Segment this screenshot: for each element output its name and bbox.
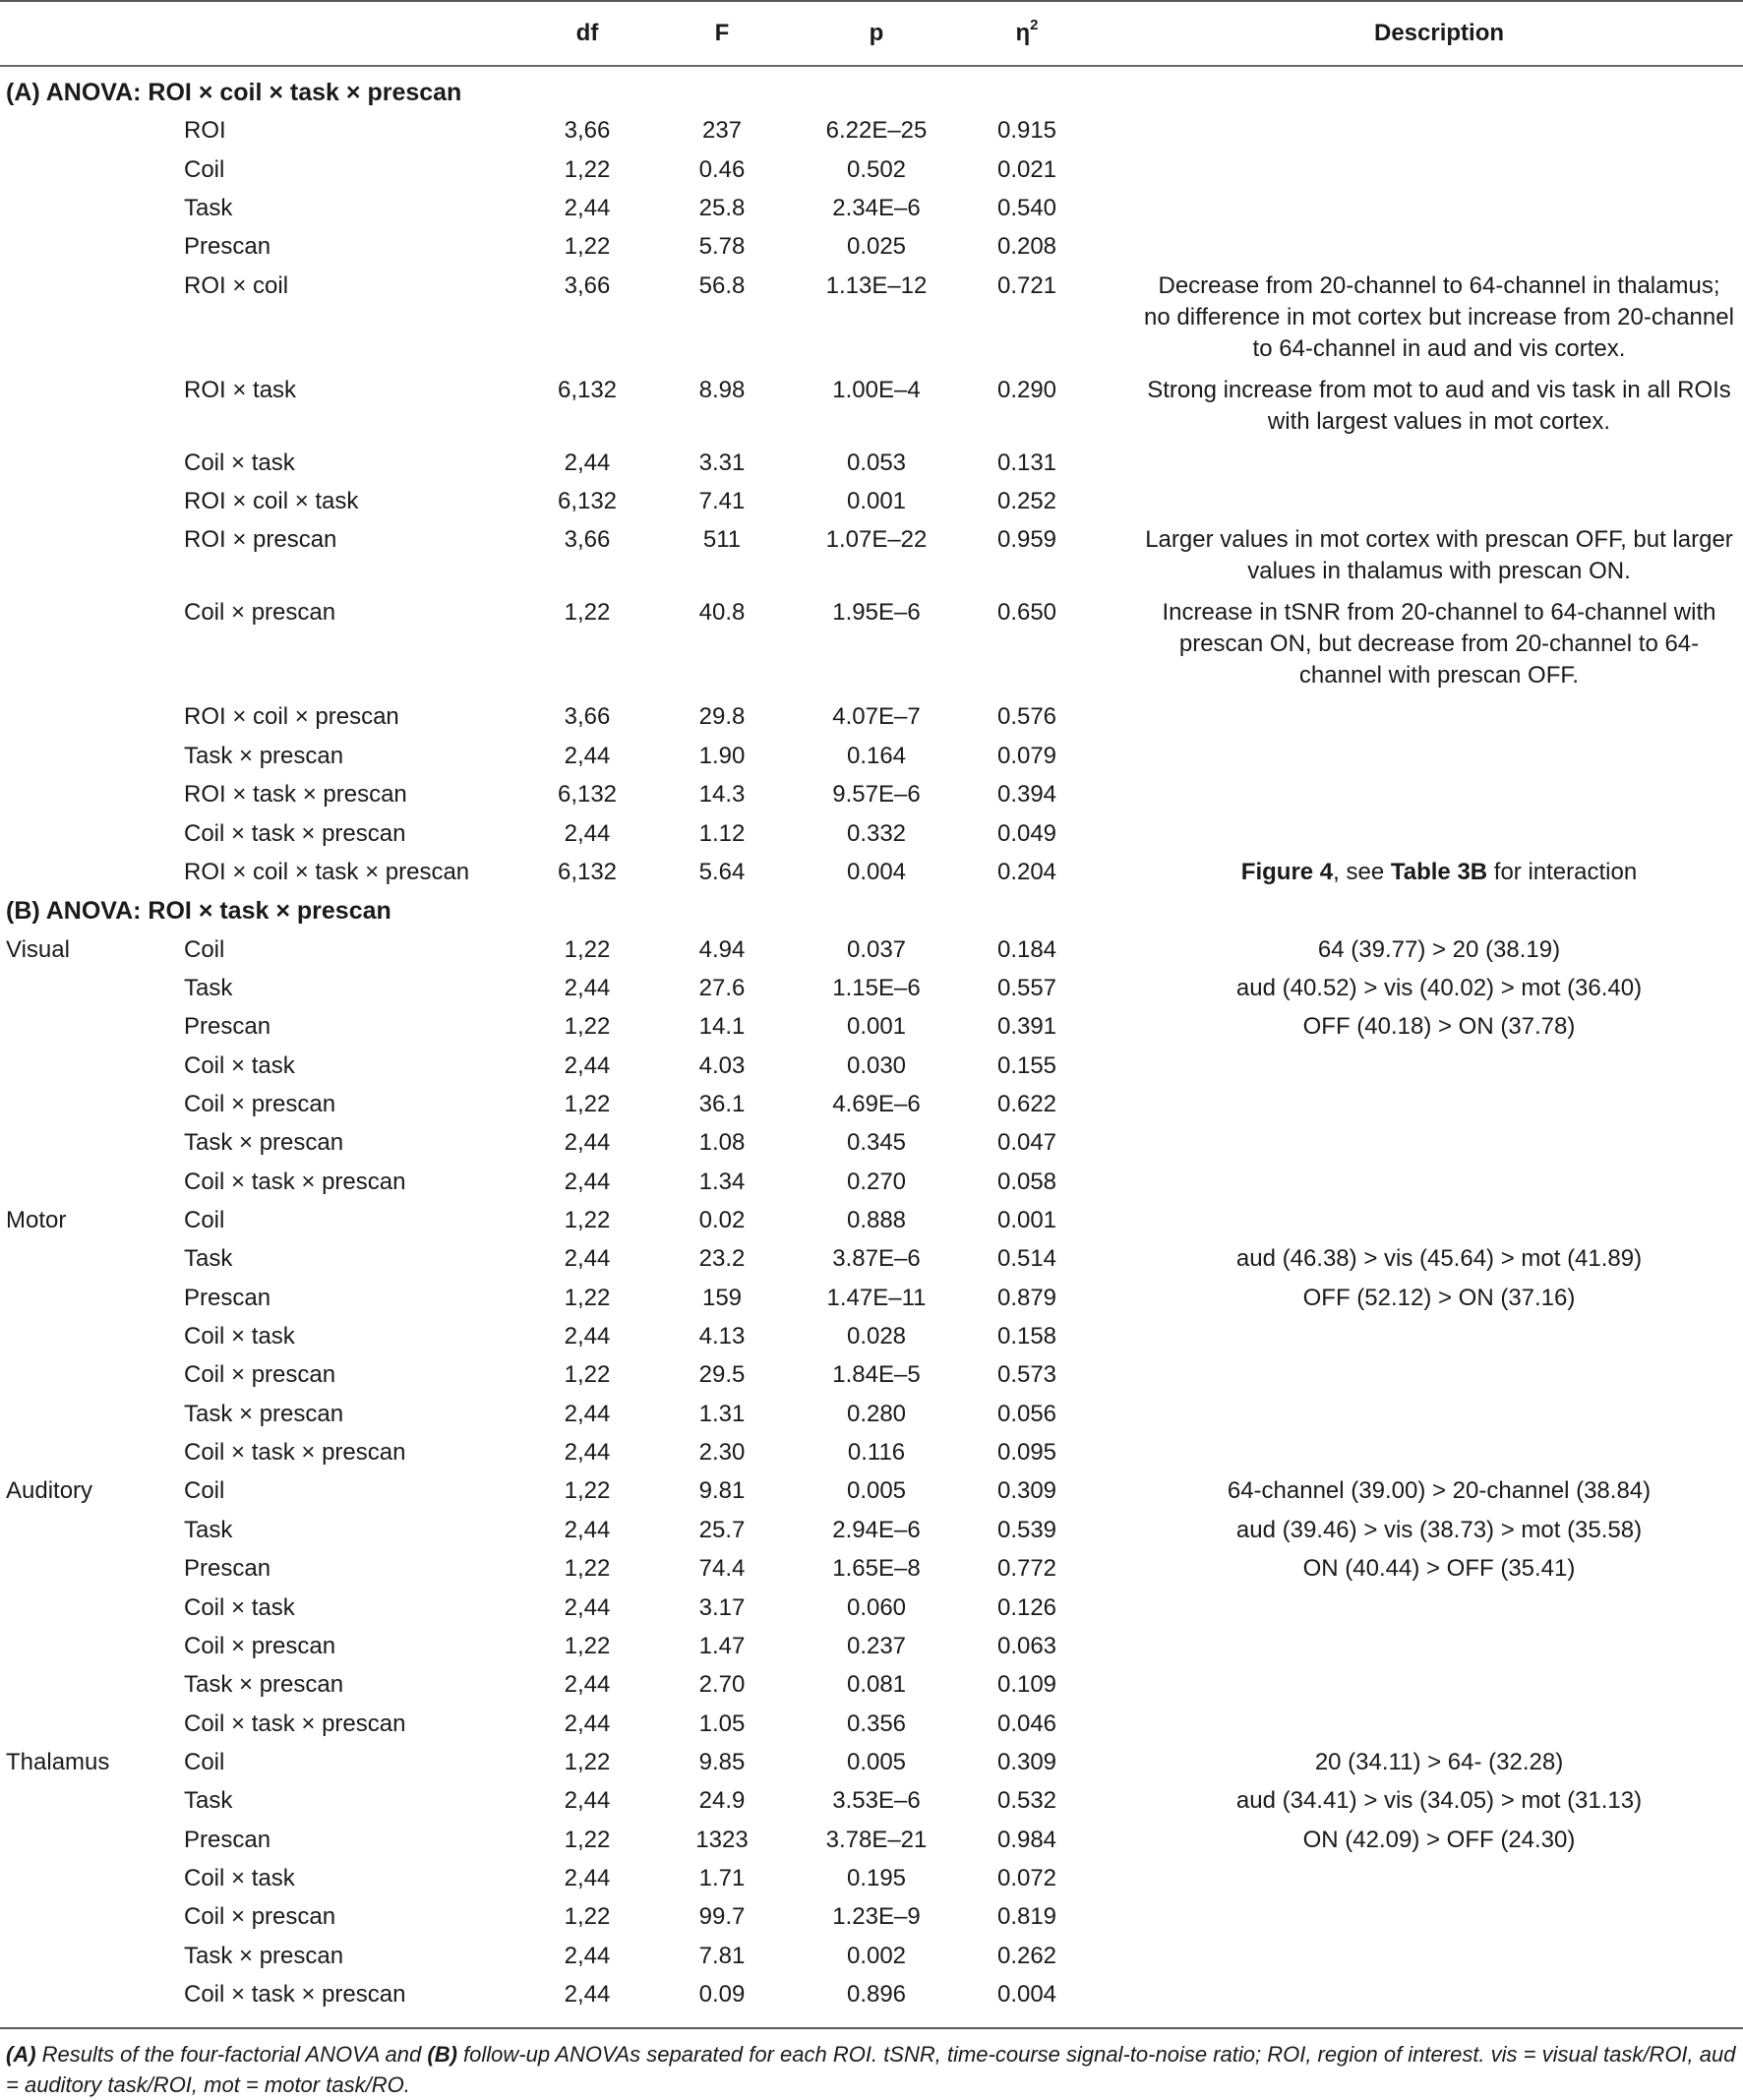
description-cell: Larger values in mot cortex with prescan OFF, but larger values in thalamus with prescan ON. bbox=[1145, 526, 1733, 585]
p-cell: 3.53E–6 bbox=[832, 1787, 921, 1815]
eta-cell: 0.391 bbox=[996, 1013, 1057, 1041]
eta-cell: 0.959 bbox=[996, 526, 1057, 554]
df-cell: 2,44 bbox=[564, 1787, 611, 1815]
f-cell: 56.8 bbox=[698, 271, 746, 299]
df-cell: 2,44 bbox=[564, 1168, 611, 1195]
description-cell: Increase in tSNR from 20-channel to 64-channel with prescan ON, but decrease from 20-channel to 64-channel with prescan OFF. bbox=[1162, 599, 1716, 690]
f-cell: 5.64 bbox=[698, 858, 746, 885]
footnote-b-text: follow-up ANOVAs separated for each ROI. tSNR, time-course signal-to-noise ratio; ROI, region of interest. vis = visual task/ROI, aud = auditory task/ROI, mot = motor task/RO. bbox=[6, 2042, 1736, 2097]
effect-cell: Task × prescan bbox=[184, 1942, 344, 1969]
effect-cell: ROI bbox=[184, 117, 226, 145]
description-cell: ON (40.44) > OFF (35.41) bbox=[1302, 1555, 1576, 1583]
df-cell: 2,44 bbox=[564, 1710, 611, 1737]
df-cell: 2,44 bbox=[564, 819, 611, 847]
p-cell: 0.001 bbox=[846, 1013, 907, 1041]
effect-cell: ROI × coil × prescan bbox=[184, 703, 399, 731]
effect-cell: Prescan bbox=[184, 233, 271, 261]
eta-cell: 0.309 bbox=[996, 1748, 1057, 1775]
df-cell: 1,22 bbox=[564, 1555, 611, 1583]
header-p: p bbox=[869, 20, 884, 46]
effect-cell: Coil × task × prescan bbox=[184, 1981, 406, 2008]
p-cell: 0.028 bbox=[846, 1323, 907, 1350]
p-cell: 3.78E–21 bbox=[825, 1826, 928, 1853]
f-cell: 23.2 bbox=[698, 1245, 746, 1273]
eta-cell: 0.540 bbox=[996, 195, 1057, 222]
roi-label: Thalamus bbox=[6, 1748, 110, 1775]
df-cell: 3,66 bbox=[564, 703, 611, 731]
effect-cell: Task bbox=[184, 1787, 233, 1815]
p-cell: 0.888 bbox=[846, 1207, 907, 1233]
description-part: Figure 4 bbox=[1240, 858, 1334, 885]
df-cell: 2,44 bbox=[564, 974, 611, 1001]
p-cell: 1.15E–6 bbox=[832, 974, 921, 1001]
f-cell: 1.08 bbox=[698, 1129, 746, 1157]
df-cell: 1,22 bbox=[564, 1013, 611, 1041]
eta-cell: 0.772 bbox=[996, 1555, 1057, 1583]
eta-cell: 0.001 bbox=[996, 1207, 1057, 1233]
effect-cell: Prescan bbox=[184, 1013, 271, 1041]
df-cell: 3,66 bbox=[564, 117, 611, 145]
eta-cell: 0.126 bbox=[996, 1593, 1057, 1621]
df-cell: 2,44 bbox=[564, 742, 611, 769]
p-cell: 0.002 bbox=[846, 1942, 907, 1969]
f-cell: 36.1 bbox=[698, 1090, 746, 1117]
description-cell: aud (46.38) > vis (45.64) > mot (41.89) bbox=[1235, 1245, 1643, 1273]
section-a-title: (A) ANOVA: ROI × coil × task × prescan bbox=[6, 79, 462, 106]
description-cell: 20 (34.11) > 64- (32.28) bbox=[1314, 1748, 1564, 1775]
eta-cell: 0.056 bbox=[996, 1400, 1057, 1427]
eta-cell: 0.650 bbox=[996, 599, 1057, 627]
f-cell: 74.4 bbox=[698, 1555, 746, 1583]
effect-cell: Prescan bbox=[184, 1555, 271, 1583]
effect-cell: Coil bbox=[184, 155, 225, 183]
df-cell: 1,22 bbox=[564, 1632, 611, 1659]
df-cell: 2,44 bbox=[564, 1981, 611, 2008]
df-cell: 3,66 bbox=[564, 526, 611, 554]
eta-cell: 0.915 bbox=[996, 117, 1057, 145]
df-cell: 1,22 bbox=[564, 1090, 611, 1117]
f-cell: 99.7 bbox=[698, 1903, 746, 1931]
effect-cell: Coil bbox=[184, 1477, 225, 1505]
effect-cell: Task bbox=[184, 1516, 233, 1543]
eta-cell: 0.394 bbox=[996, 781, 1057, 809]
p-cell: 2.94E–6 bbox=[832, 1516, 921, 1543]
description-cell: aud (39.46) > vis (38.73) > mot (35.58) bbox=[1235, 1516, 1643, 1543]
p-cell: 0.164 bbox=[846, 742, 907, 769]
p-cell: 0.345 bbox=[846, 1129, 907, 1157]
header-f: F bbox=[714, 20, 730, 46]
df-cell: 1,22 bbox=[564, 1361, 611, 1389]
f-cell: 1.12 bbox=[698, 819, 746, 847]
p-cell: 1.65E–8 bbox=[832, 1555, 921, 1583]
footnote-b-label: (B) bbox=[427, 2042, 457, 2067]
p-cell: 0.116 bbox=[847, 1439, 906, 1467]
eta-cell: 0.622 bbox=[996, 1090, 1057, 1117]
f-cell: 511 bbox=[702, 526, 742, 554]
f-cell: 40.8 bbox=[698, 599, 746, 627]
roi-label: Motor bbox=[6, 1207, 67, 1233]
effect-cell: ROI × prescan bbox=[184, 526, 337, 554]
p-cell: 0.270 bbox=[846, 1168, 907, 1195]
p-cell: 0.195 bbox=[846, 1864, 907, 1891]
description-cell: ON (42.09) > OFF (24.30) bbox=[1302, 1826, 1576, 1853]
description-cell: Strong increase from mot to aud and vis task in all ROIs with largest values in mot cortex. bbox=[1147, 376, 1731, 435]
p-cell: 0.053 bbox=[846, 449, 907, 476]
p-cell: 1.07E–22 bbox=[825, 526, 928, 554]
eta-cell: 0.095 bbox=[996, 1439, 1057, 1467]
eta-cell: 0.984 bbox=[996, 1826, 1057, 1853]
description-cell: 64-channel (39.00) > 20-channel (38.84) bbox=[1227, 1477, 1652, 1505]
f-cell: 7.41 bbox=[698, 488, 746, 515]
section-b-title: (B) ANOVA: ROI × task × prescan bbox=[6, 897, 391, 926]
eta-cell: 0.309 bbox=[996, 1477, 1057, 1505]
p-cell: 0.005 bbox=[846, 1748, 907, 1775]
p-cell: 2.34E–6 bbox=[832, 195, 921, 222]
effect-cell: Coil × task bbox=[184, 1593, 295, 1621]
p-cell: 1.47E–11 bbox=[826, 1284, 927, 1311]
eta-cell: 0.721 bbox=[996, 271, 1057, 299]
f-cell: 4.03 bbox=[698, 1051, 746, 1079]
description-part: Table 3B bbox=[1390, 858, 1488, 885]
description-cell: aud (40.52) > vis (40.02) > mot (36.40) bbox=[1235, 974, 1643, 1001]
eta-cell: 0.514 bbox=[996, 1245, 1057, 1273]
eta-cell: 0.204 bbox=[996, 858, 1057, 885]
df-cell: 1,22 bbox=[564, 1748, 611, 1775]
effect-cell: Task bbox=[184, 195, 233, 222]
effect-cell: Coil bbox=[184, 1207, 225, 1233]
p-cell: 3.87E–6 bbox=[832, 1245, 921, 1273]
eta-cell: 0.109 bbox=[996, 1671, 1057, 1699]
header-description: Description bbox=[1373, 20, 1505, 46]
f-cell: 4.94 bbox=[698, 935, 746, 963]
df-cell: 6,132 bbox=[557, 858, 618, 885]
df-cell: 2,44 bbox=[564, 1864, 611, 1891]
p-cell: 0.356 bbox=[846, 1710, 907, 1737]
df-cell: 2,44 bbox=[564, 1593, 611, 1621]
effect-cell: Prescan bbox=[184, 1284, 271, 1311]
table-footnote bbox=[6, 2039, 1737, 2100]
df-cell: 6,132 bbox=[557, 376, 618, 403]
df-cell: 2,44 bbox=[564, 1051, 611, 1079]
effect-cell: Coil bbox=[184, 935, 225, 963]
eta-cell: 0.208 bbox=[996, 233, 1057, 261]
df-cell: 1,22 bbox=[564, 1477, 611, 1505]
eta-cell: 0.047 bbox=[996, 1129, 1057, 1157]
p-cell: 4.69E–6 bbox=[832, 1090, 921, 1117]
header-eta-squared bbox=[1015, 18, 1038, 49]
eta-cell: 0.046 bbox=[996, 1710, 1057, 1737]
effect-cell: Task bbox=[184, 1245, 233, 1273]
f-cell: 8.98 bbox=[698, 376, 746, 403]
effect-cell: ROI × coil × task × prescan bbox=[184, 858, 470, 885]
effect-cell: Coil × task bbox=[184, 1051, 295, 1079]
effect-cell: Coil × task × prescan bbox=[184, 1710, 406, 1737]
f-cell: 29.5 bbox=[698, 1361, 746, 1389]
eta-cell: 0.004 bbox=[996, 1981, 1057, 2008]
effect-cell: Task × prescan bbox=[184, 742, 344, 769]
roi-label: Auditory bbox=[6, 1477, 93, 1505]
footnote-a-text: Results of the four-factorial ANOVA and bbox=[35, 2042, 428, 2067]
effect-cell: Coil × prescan bbox=[184, 599, 336, 627]
eta-cell: 0.058 bbox=[996, 1168, 1057, 1195]
f-cell: 237 bbox=[701, 117, 743, 145]
f-cell: 9.81 bbox=[698, 1477, 746, 1505]
p-cell: 6.22E–25 bbox=[825, 117, 928, 145]
eta-cell: 0.021 bbox=[996, 155, 1057, 183]
header-df: df bbox=[575, 20, 599, 46]
effect-cell: Coil × prescan bbox=[184, 1903, 336, 1931]
df-cell: 2,44 bbox=[564, 1516, 611, 1543]
eta-cell: 0.049 bbox=[996, 819, 1057, 847]
f-cell: 159 bbox=[701, 1284, 743, 1311]
p-cell: 0.025 bbox=[846, 233, 907, 261]
p-cell: 0.081 bbox=[846, 1671, 907, 1699]
effect-cell: ROI × coil bbox=[184, 271, 289, 299]
effect-cell: ROI × coil × task bbox=[184, 488, 359, 515]
f-cell: 7.81 bbox=[698, 1942, 746, 1969]
effect-cell: Task × prescan bbox=[184, 1400, 344, 1427]
top-rule bbox=[0, 0, 1743, 2]
f-cell: 1.31 bbox=[698, 1400, 746, 1427]
eta-cell: 0.184 bbox=[996, 935, 1057, 963]
effect-cell: Task × prescan bbox=[184, 1129, 344, 1157]
df-cell: 2,44 bbox=[564, 1323, 611, 1350]
p-cell: 1.00E–4 bbox=[832, 376, 921, 403]
p-cell: 0.037 bbox=[846, 935, 907, 963]
df-cell: 2,44 bbox=[564, 1400, 611, 1427]
df-cell: 3,66 bbox=[564, 271, 611, 299]
p-cell: 0.005 bbox=[846, 1477, 907, 1505]
f-cell: 14.1 bbox=[698, 1013, 746, 1041]
df-cell: 1,22 bbox=[564, 1826, 611, 1853]
df-cell: 1,22 bbox=[564, 1284, 611, 1311]
eta-cell: 0.557 bbox=[996, 974, 1057, 1001]
effect-cell: ROI × task × prescan bbox=[184, 781, 407, 809]
p-cell: 0.060 bbox=[846, 1593, 907, 1621]
df-cell: 1,22 bbox=[564, 233, 611, 261]
f-cell: 0.02 bbox=[698, 1207, 746, 1233]
df-cell: 6,132 bbox=[557, 781, 618, 809]
f-cell: 24.9 bbox=[698, 1787, 746, 1815]
df-cell: 1,22 bbox=[564, 1903, 611, 1931]
p-cell: 0.332 bbox=[846, 819, 907, 847]
p-cell: 0.280 bbox=[846, 1400, 907, 1427]
df-cell: 1,22 bbox=[564, 599, 611, 627]
bottom-rule bbox=[0, 2027, 1743, 2029]
p-cell: 0.502 bbox=[846, 155, 907, 183]
df-cell: 2,44 bbox=[564, 1439, 611, 1467]
df-cell: 2,44 bbox=[564, 449, 611, 476]
effect-cell: Coil × task bbox=[184, 449, 295, 476]
effect-cell: Coil × task × prescan bbox=[184, 1439, 406, 1467]
f-cell: 14.3 bbox=[698, 781, 746, 809]
f-cell: 2.30 bbox=[698, 1439, 746, 1467]
f-cell: 1.90 bbox=[698, 742, 746, 769]
eta-cell: 0.262 bbox=[996, 1942, 1057, 1969]
eta-cell: 0.158 bbox=[996, 1323, 1057, 1350]
df-cell: 2,44 bbox=[564, 1129, 611, 1157]
f-cell: 27.6 bbox=[698, 974, 746, 1001]
df-cell: 1,22 bbox=[564, 1207, 611, 1233]
eta-cell: 0.879 bbox=[996, 1284, 1057, 1311]
effect-cell: ROI × task bbox=[184, 376, 297, 403]
f-cell: 2.70 bbox=[698, 1671, 746, 1699]
p-cell: 9.57E–6 bbox=[832, 781, 921, 809]
df-cell: 1,22 bbox=[564, 935, 611, 963]
f-cell: 0.09 bbox=[698, 1981, 746, 2008]
p-cell: 1.13E–12 bbox=[825, 271, 928, 299]
f-cell: 1.71 bbox=[698, 1864, 746, 1891]
f-cell: 1.34 bbox=[698, 1168, 746, 1195]
description-cell: aud (34.41) > vis (34.05) > mot (31.13) bbox=[1235, 1787, 1643, 1815]
effect-cell: Prescan bbox=[184, 1826, 271, 1853]
effect-cell: Coil × task × prescan bbox=[184, 819, 406, 847]
p-cell: 1.95E–6 bbox=[832, 599, 921, 627]
f-cell: 25.7 bbox=[698, 1516, 746, 1543]
p-cell: 0.030 bbox=[846, 1051, 907, 1079]
effect-cell: Coil × prescan bbox=[184, 1361, 336, 1389]
df-cell: 2,44 bbox=[564, 1245, 611, 1273]
description-cell bbox=[1241, 857, 1637, 888]
f-cell: 1323 bbox=[695, 1826, 749, 1853]
p-cell: 0.237 bbox=[846, 1632, 907, 1659]
description-cell: 64 (39.77) > 20 (38.19) bbox=[1317, 935, 1561, 963]
header-rule bbox=[0, 65, 1743, 67]
f-cell: 5.78 bbox=[698, 233, 746, 261]
effect-cell: Coil × task × prescan bbox=[184, 1168, 406, 1195]
f-cell: 3.17 bbox=[698, 1593, 746, 1621]
eta-cell: 0.079 bbox=[996, 742, 1057, 769]
roi-label: Visual bbox=[6, 935, 70, 963]
p-cell: 1.84E–5 bbox=[832, 1361, 921, 1389]
header-eta-sup: 2 bbox=[1030, 17, 1039, 33]
description-cell: OFF (52.12) > ON (37.16) bbox=[1302, 1284, 1576, 1311]
effect-cell: Task bbox=[184, 974, 233, 1001]
header-eta-base: η bbox=[1015, 20, 1031, 46]
eta-cell: 0.155 bbox=[996, 1051, 1057, 1079]
description-cell: Decrease from 20-channel to 64-channel in thalamus; no difference in mot cortex but increase from 20-channel to 64-channel in aud and vis cortex. bbox=[1144, 271, 1734, 362]
df-cell: 2,44 bbox=[564, 1671, 611, 1699]
eta-cell: 0.252 bbox=[996, 488, 1057, 515]
df-cell: 1,22 bbox=[564, 155, 611, 183]
f-cell: 1.47 bbox=[698, 1632, 746, 1659]
df-cell: 2,44 bbox=[564, 195, 611, 222]
eta-cell: 0.063 bbox=[996, 1632, 1057, 1659]
p-cell: 1.23E–9 bbox=[832, 1903, 921, 1931]
p-cell: 0.896 bbox=[846, 1981, 907, 2008]
effect-cell: Coil × task bbox=[184, 1864, 295, 1891]
p-cell: 0.001 bbox=[846, 488, 907, 515]
eta-cell: 0.131 bbox=[996, 449, 1057, 476]
eta-cell: 0.532 bbox=[996, 1787, 1057, 1815]
effect-cell: Task × prescan bbox=[184, 1671, 344, 1699]
eta-cell: 0.576 bbox=[996, 703, 1057, 731]
description-part: for interaction bbox=[1487, 858, 1638, 885]
eta-cell: 0.819 bbox=[996, 1903, 1057, 1931]
f-cell: 4.13 bbox=[698, 1323, 746, 1350]
f-cell: 29.8 bbox=[698, 703, 746, 731]
eta-cell: 0.539 bbox=[996, 1516, 1057, 1543]
f-cell: 9.85 bbox=[698, 1748, 746, 1775]
f-cell: 0.46 bbox=[698, 155, 746, 183]
effect-cell: Coil bbox=[184, 1748, 225, 1775]
effect-cell: Coil × prescan bbox=[184, 1090, 336, 1117]
df-cell: 2,44 bbox=[564, 1942, 611, 1969]
df-cell: 6,132 bbox=[557, 488, 618, 515]
f-cell: 3.31 bbox=[698, 449, 746, 476]
p-cell: 0.004 bbox=[846, 858, 907, 885]
eta-cell: 0.072 bbox=[996, 1864, 1057, 1891]
footnote-a-label: (A) bbox=[6, 2042, 36, 2067]
eta-cell: 0.290 bbox=[996, 376, 1057, 403]
effect-cell: Coil × prescan bbox=[184, 1632, 336, 1659]
eta-cell: 0.573 bbox=[996, 1361, 1057, 1389]
description-part: , see bbox=[1333, 858, 1391, 885]
f-cell: 25.8 bbox=[698, 195, 746, 222]
f-cell: 1.05 bbox=[698, 1710, 746, 1737]
effect-cell: Coil × task bbox=[184, 1323, 295, 1350]
p-cell: 4.07E–7 bbox=[832, 703, 921, 731]
description-cell: OFF (40.18) > ON (37.78) bbox=[1302, 1013, 1576, 1041]
